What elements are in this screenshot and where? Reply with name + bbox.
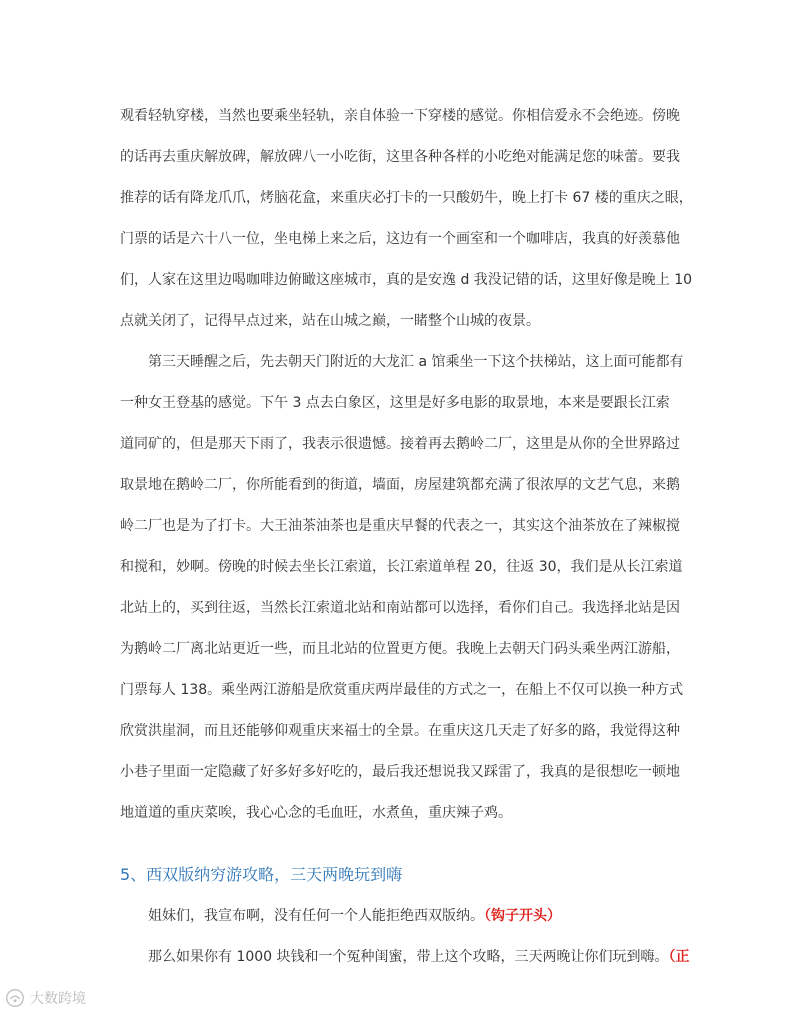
text-line: 和搅和，妙啊。傍晚的时候去坐长江索道，长江索道单程 20，往返 30，我们是从长江索道 [120, 559, 683, 575]
text-line: 门票的话是六十八一位，坐电梯上来之后，这边有一个画室和一个咖啡店，我真的好羡慕他 [120, 231, 680, 247]
document-body [120, 103, 693, 985]
text-line: 地道道的重庆菜唉，我心心念的毛血旺，水煮鱼，重庆辣子鸡。 [120, 805, 512, 821]
intro-text: 姐妹们，我宣布啊，没有任何一个人能拒绝西双版纳。 [148, 908, 484, 924]
text-line: 点就关闭了，记得早点过来，站在山城之巅，一睹整个山城的夜景。 [120, 313, 540, 329]
intro-text: 那么如果你有 1000 块钱和一个冤种闺蜜，带上这个攻略，三天两晚让你们玩到嗨。 [148, 949, 669, 965]
text-line: 岭二厂也是为了打卡。大王油茶油茶也是重庆早餐的代表之一，其实这个油茶放在了辣椒搅 [120, 518, 680, 534]
intro-line [120, 903, 680, 929]
body-annotation: （正 [668, 949, 690, 965]
text-line: 北站上的，买到往返，当然长江索道北站和南站都可以选择，看你们自己。我选择北站是因 [120, 600, 680, 616]
text-line: 推荐的话有降龙爪爪，烤脑花盒，来重庆必打卡的一只酸奶牛，晚上打卡 67 楼的重庆之眼， [120, 190, 693, 206]
text-line: 为鹅岭二厂离北站更近一些，而且北站的位置更方便。我晚上去朝天门码头乘坐两江游船， [120, 641, 680, 657]
paragraph-2 [120, 349, 684, 826]
dashu-logo-icon [4, 987, 26, 1009]
watermark [4, 985, 86, 1011]
text-line: 观看轻轨穿楼，当然也要乘坐轻轨，亲自体验一下穿楼的感觉。你相信爱永不会绝迹。傍晚 [120, 108, 680, 124]
text-line: 们，人家在这里边喝咖啡边俯瞰这座城市，真的是安逸 d 我没记错的话，这里好像是晚上 10 [120, 272, 693, 288]
intro-line [120, 944, 690, 970]
text-line: 一种女王登基的感觉。下午 3 点去白象区，这里是好多电影的取景地，本来是要跟长江索 [120, 395, 670, 411]
text-line: 第三天睡醒之后，先去朝天门附近的大龙汇 a 馆乘坐一下这个扶梯站，这上面可能都有 [148, 354, 684, 370]
text-line: 小巷子里面一定隐藏了好多好多好吃的，最后我还想说我又踩雷了，我真的是很想吃一顿地 [120, 764, 680, 780]
text-line: 的话再去重庆解放碑，解放碑八一小吃街，这里各种各样的小吃绝对能满足您的味蕾。要我 [120, 149, 680, 165]
watermark-text: 大数跨境 [30, 991, 86, 1007]
paragraph-1 [120, 103, 693, 334]
text-line: 欣赏洪崖洞，而且还能够仰观重庆来福士的全景。在重庆这几天走了好多的路，我觉得这种 [120, 723, 680, 739]
text-line: 取景地在鹅岭二厂，你所能看到的街道，墙面，房屋建筑都充满了很浓厚的文艺气息，来鹅 [120, 477, 680, 493]
hook-annotation: （钩子开头） [484, 908, 561, 924]
text-line: 门票每人 138。乘坐两江游船是欣赏重庆两岸最佳的方式之一，在船上不仅可以换一种方式 [120, 682, 684, 698]
section-heading: 5、西双版纳穷游攻略，三天两晚玩到嗨 [120, 865, 403, 884]
text-line: 道同矿的，但是那天下雨了，我表示很遗憾。接着再去鹅岭二厂，这里是从你的全世界路过 [120, 436, 680, 452]
